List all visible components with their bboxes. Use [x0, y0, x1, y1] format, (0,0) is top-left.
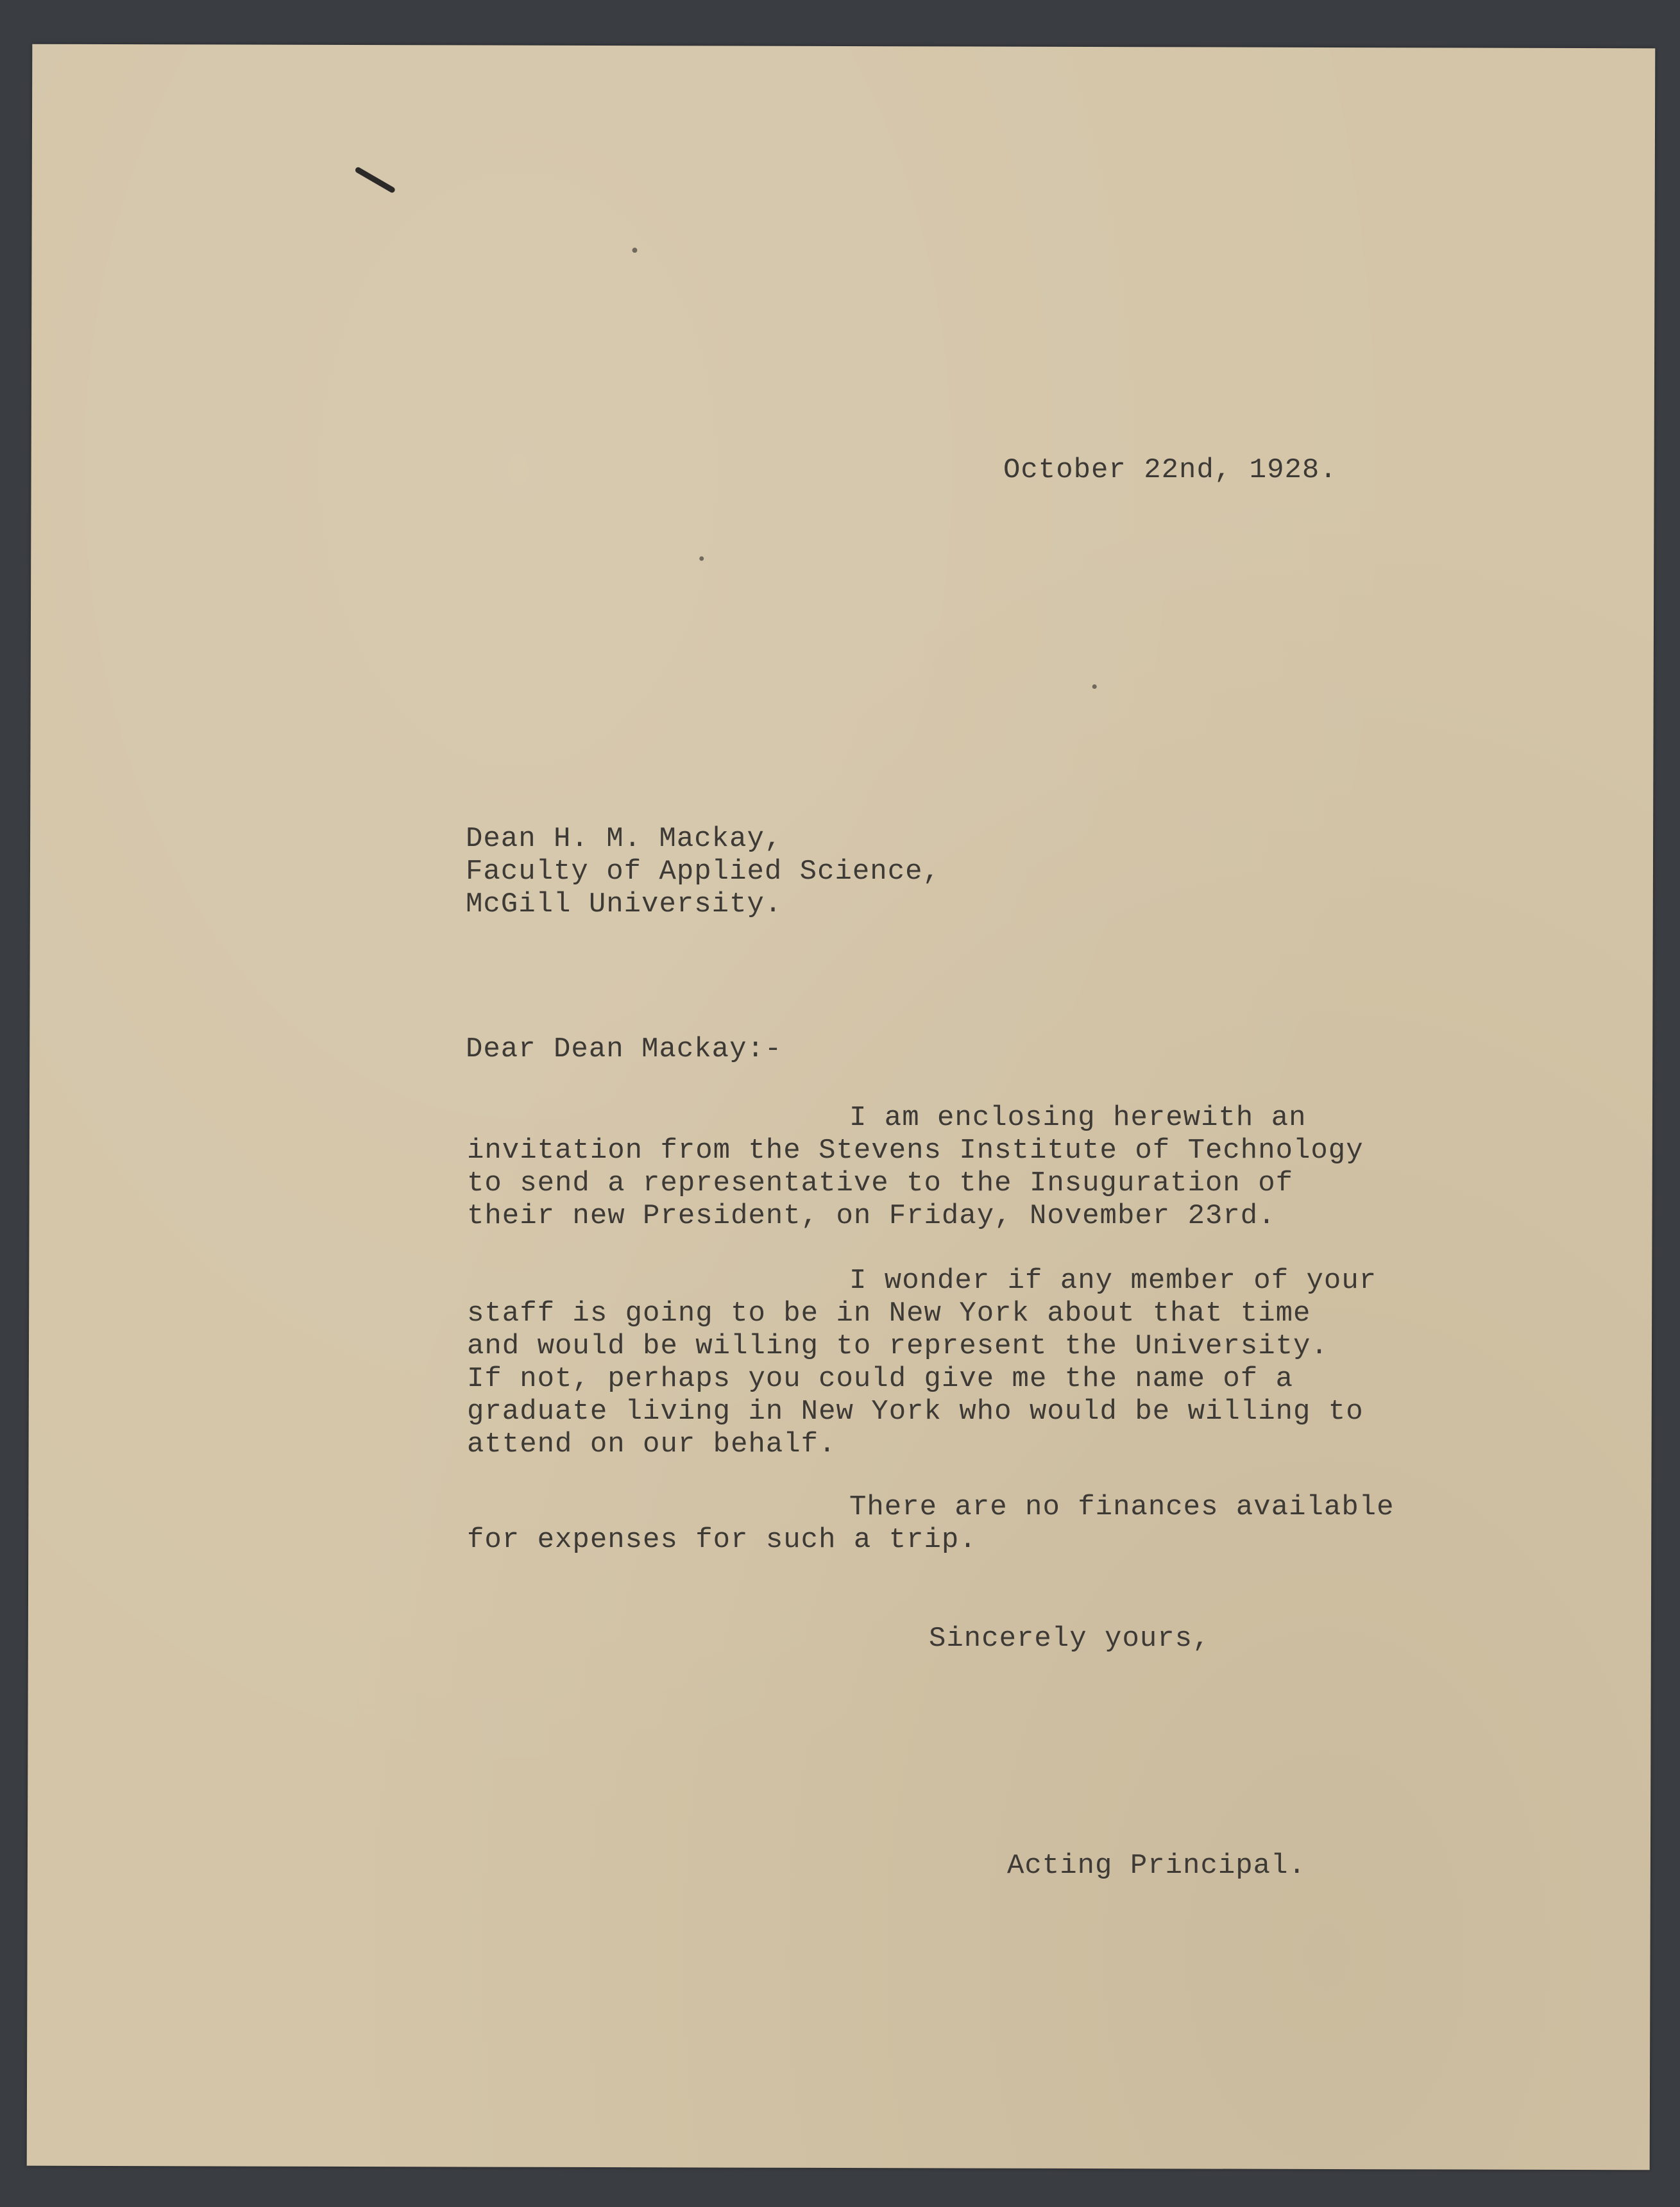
signature-title: Acting Principal. — [1007, 1850, 1306, 1882]
closing: Sincerely yours, — [929, 1623, 1210, 1655]
paragraph-line: I wonder if any member of your — [849, 1265, 1377, 1297]
paragraph-line: I am enclosing herewith an — [849, 1102, 1307, 1134]
letter-date: October 22nd, 1928. — [1003, 454, 1337, 486]
ink-speck — [1092, 684, 1097, 689]
ink-speck — [632, 248, 637, 253]
paragraph-line: If not, perhaps you could give me the name of a — [467, 1363, 1294, 1395]
recipient-faculty: Faculty of Applied Science, — [466, 856, 940, 888]
recipient-university: McGill University. — [466, 888, 783, 920]
salutation: Dear Dean Mackay:- — [466, 1033, 783, 1065]
paragraph-line: There are no finances available — [849, 1491, 1395, 1523]
paragraph-line: staff is going to be in New York about that time — [467, 1298, 1311, 1330]
ink-mark — [354, 166, 396, 194]
paragraph-line: for expenses for such a trip. — [467, 1524, 977, 1556]
paragraph-line: to send a representative to the Insuguration of — [467, 1167, 1294, 1199]
paragraph-line: attend on our behalf. — [467, 1428, 836, 1460]
paragraph-line: invitation from the Stevens Institute of Technology — [467, 1135, 1364, 1167]
paragraph-line: graduate living in New York who would be willing to — [467, 1396, 1364, 1428]
ink-speck — [699, 556, 704, 561]
recipient-name: Dean H. M. Mackay, — [466, 823, 783, 855]
paragraph-line: and would be willing to represent the University. — [467, 1330, 1328, 1362]
paragraph-line: their new President, on Friday, November 23rd. — [467, 1200, 1276, 1232]
letter-page — [27, 44, 1656, 2170]
